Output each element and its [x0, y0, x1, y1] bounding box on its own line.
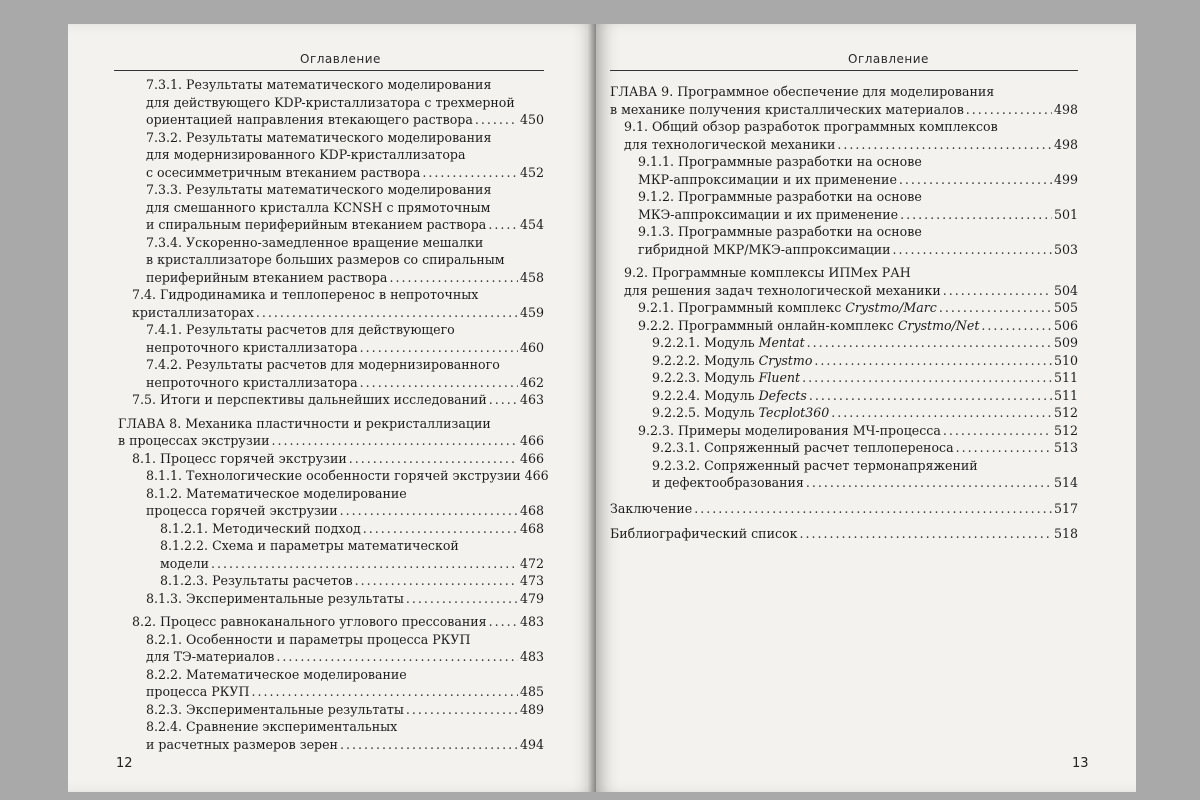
toc-page-number: 450	[519, 112, 544, 127]
toc-entry-last-line	[624, 282, 1078, 300]
toc-entry	[610, 457, 1078, 492]
toc-entry-last-line	[132, 613, 544, 631]
toc-entry	[118, 485, 544, 520]
dot-leader	[256, 304, 518, 322]
toc-page-number: 518	[1053, 526, 1078, 541]
toc-entry	[610, 334, 1078, 352]
toc-entry-text: в процессах экструзии	[118, 433, 270, 448]
toc-entry-title	[652, 334, 805, 352]
toc-entry-line: 7.3.4. Ускоренно-замедленное вращение мешалки	[146, 234, 484, 250]
toc-entry-last-line	[610, 500, 1078, 518]
toc-entry-last-line	[160, 520, 544, 538]
toc-entry-line: 7.3.1. Результаты математического моделирования	[146, 77, 492, 92]
toc-entry-line: 9.1.3. Программные разработки на основе	[638, 224, 922, 239]
toc-entry-text: ориентацией направления втекающего раствора	[146, 112, 473, 127]
toc-entry	[118, 467, 549, 485]
toc-entry-title	[652, 369, 800, 387]
toc-entry-text: МКР-аппроксимации и их применение	[638, 171, 897, 187]
toc-entry-title	[132, 391, 487, 409]
toc-entry-last-line	[146, 648, 544, 666]
toc-entry-text: 8.2. Процесс равноканального углового прессования	[132, 614, 487, 629]
table-of-contents	[118, 76, 549, 753]
toc-entry-last-line	[146, 701, 544, 719]
toc-page-number: 460	[519, 339, 544, 355]
toc-entry-text: и дефектообразования	[652, 475, 804, 490]
toc-entry-last-line	[652, 474, 1078, 492]
toc-entry	[118, 701, 544, 719]
toc-entry-line: ГЛАВА 9. Программное обеспечение для моделирования	[610, 84, 995, 99]
toc-entry-line: 9.2.3.2. Сопряженный расчет термонапряжений	[652, 457, 978, 473]
dot-leader	[802, 369, 1052, 387]
toc-entry-title	[624, 282, 941, 300]
dot-leader	[893, 241, 1052, 259]
toc-entry-text: с осесимметричным втеканием раствора	[146, 164, 421, 180]
toc-entry-last-line	[638, 206, 1078, 224]
toc-entry-text: непроточного кристаллизатора	[146, 339, 358, 355]
toc-entry	[610, 387, 1078, 405]
toc-entry-text: 7.5. Итоги и перспективы дальнейших исследований	[132, 392, 487, 407]
toc-entry-title	[160, 520, 361, 538]
toc-page-number: 466	[524, 468, 549, 483]
toc-chapter-entry	[610, 525, 1078, 543]
dot-leader	[406, 701, 518, 719]
toc-entry-last-line	[132, 391, 544, 409]
toc-entry-last-line	[638, 171, 1078, 189]
toc-entry	[610, 352, 1078, 370]
toc-entry-line: 9.1.2. Программные разработки на основе	[638, 189, 922, 204]
toc-entry-line: 9.1.1. Программные разработки на основе	[638, 154, 922, 169]
toc-entry-title	[146, 467, 521, 485]
toc-entry-last-line	[146, 467, 549, 485]
toc-entry-last-line	[160, 555, 544, 573]
toc-entry-text: 9.2.2.4. Модуль	[652, 387, 759, 403]
toc-entry	[118, 613, 544, 631]
toc-entry-title	[146, 111, 473, 129]
toc-entry	[610, 188, 1078, 223]
toc-entry-title	[146, 502, 338, 520]
toc-entry-italic-name: Crystmo/Net	[897, 317, 980, 333]
toc-entry-line: для модернизированного KDP-кристаллизатора	[146, 147, 466, 162]
toc-entry-last-line	[160, 572, 544, 590]
toc-entry-text: и спиральным периферийным втеканием раствора	[146, 217, 487, 232]
toc-entry-text: 9.2.2.2. Модуль	[652, 352, 759, 368]
dot-leader	[807, 334, 1052, 352]
running-head: Оглавление	[300, 52, 381, 66]
toc-entry-text: 8.1.3. Экспериментальные результаты	[146, 590, 404, 606]
toc-page-number: 483	[519, 649, 544, 664]
toc-page-number: 466	[519, 450, 544, 466]
toc-entry	[610, 404, 1078, 422]
toc-page-number: 498	[1053, 136, 1078, 152]
toc-page-number: 494	[519, 736, 544, 752]
dot-leader	[489, 613, 518, 631]
toc-page-number: 514	[1053, 475, 1078, 490]
toc-entry-last-line	[146, 374, 544, 392]
toc-entry	[118, 181, 544, 234]
toc-entry-last-line	[652, 352, 1078, 370]
toc-entry-title	[610, 500, 692, 518]
toc-entry-line: 7.3.2. Результаты математического моделирования	[146, 129, 492, 145]
toc-page-number: 473	[519, 573, 544, 588]
toc-entry-last-line	[638, 317, 1078, 335]
toc-entry-title	[146, 164, 420, 182]
running-head: Оглавление	[848, 52, 929, 66]
toc-entry-text: 8.1.2.1. Методический подход	[160, 520, 361, 536]
toc-entry-text: в механике получения кристаллических материалов	[610, 101, 964, 117]
dot-leader	[271, 432, 517, 450]
toc-entry-last-line	[132, 304, 544, 322]
toc-entry-text: 8.1.2.3. Результаты расчетов	[160, 573, 353, 588]
toc-entry-last-line	[146, 339, 544, 357]
toc-entry-last-line	[118, 432, 544, 450]
dot-leader	[806, 474, 1052, 492]
toc-entry-text: для ТЭ-материалов	[146, 649, 275, 664]
toc-page-number: 489	[519, 701, 544, 717]
toc-entry-title	[146, 216, 486, 234]
toc-entry	[610, 264, 1078, 299]
toc-entry-last-line	[146, 502, 544, 520]
toc-entry-title	[146, 736, 338, 754]
toc-entry-line: в кристаллизаторе больших размеров со спиральным	[146, 252, 505, 267]
toc-entry-text: 9.2.2. Программный онлайн-комплекс	[638, 317, 898, 333]
toc-page-number: 472	[519, 555, 544, 571]
toc-entry-last-line	[146, 683, 544, 701]
toc-entry-line: 9.2. Программные комплексы ИПМех РАН	[624, 265, 911, 280]
dot-leader	[360, 339, 518, 357]
toc-page-number: 510	[1053, 352, 1078, 368]
toc-entry-title	[638, 317, 979, 335]
toc-entry-last-line	[652, 404, 1078, 422]
toc-entry	[118, 129, 544, 182]
toc-entry-text: модели	[160, 555, 209, 571]
toc-page-number: 483	[519, 614, 544, 629]
toc-entry-line: 8.2.2. Математическое моделирование	[146, 666, 407, 682]
dot-leader	[956, 439, 1052, 457]
toc-entry-title	[118, 432, 269, 450]
toc-entry-title	[146, 701, 404, 719]
header-rule	[114, 70, 544, 71]
dot-leader	[211, 555, 518, 573]
toc-entry-last-line	[146, 164, 544, 182]
toc-page-number: 454	[519, 217, 544, 232]
page-number: 12	[116, 756, 133, 771]
toc-entry-text: 8.1. Процесс горячей экструзии	[132, 450, 347, 466]
toc-entry-text: процесса горячей экструзии	[146, 503, 338, 518]
toc-entry	[118, 391, 544, 409]
toc-page-number: 511	[1053, 387, 1078, 403]
toc-entry-last-line	[146, 736, 544, 754]
dot-leader	[406, 590, 518, 608]
toc-entry	[118, 718, 544, 753]
toc-entry-title	[652, 474, 804, 492]
dot-leader	[422, 164, 518, 182]
toc-entry-text: 9.2.1. Программный комплекс	[638, 300, 846, 315]
toc-entry-text: кристаллизаторах	[132, 304, 254, 320]
toc-entry-last-line	[146, 590, 544, 608]
toc-entry-line: для действующего KDP-кристаллизатора с трехмерной	[146, 94, 515, 110]
dot-leader	[939, 299, 1052, 317]
toc-entry-last-line	[652, 439, 1078, 457]
toc-entry-last-line	[146, 216, 544, 234]
toc-entry-line: ГЛАВА 8. Механика пластичности и рекристаллизации	[118, 415, 491, 431]
toc-chapter-entry	[610, 500, 1078, 518]
toc-entry	[118, 234, 544, 287]
toc-entry-title	[146, 339, 358, 357]
toc-page-number: 509	[1053, 335, 1078, 350]
toc-entry-title	[652, 439, 954, 457]
toc-entry-text: МКЭ-аппроксимации и их применение	[638, 206, 899, 222]
toc-page-number: 517	[1053, 500, 1078, 516]
toc-entry-last-line	[610, 101, 1078, 119]
toc-entry-text: 9.2.3.1. Сопряженный расчет теплопереноса	[652, 440, 954, 455]
toc-entry-title	[146, 683, 250, 701]
dot-leader	[360, 374, 518, 392]
toc-page-number: 463	[519, 392, 544, 407]
toc-entry	[118, 356, 544, 391]
toc-page-number: 512	[1053, 405, 1078, 420]
toc-entry-last-line	[652, 387, 1078, 405]
toc-entry-text: для решения задач технологической механики	[624, 282, 941, 298]
dot-leader	[981, 317, 1052, 335]
toc-page-number: 466	[519, 433, 544, 448]
toc-entry-line: 7.4. Гидродинамика и теплоперенос в непроточных	[132, 287, 479, 302]
toc-entry-title	[146, 269, 387, 287]
toc-chapter-entry	[610, 83, 1078, 118]
toc-entry-title	[652, 387, 807, 405]
toc-entry-text: непроточного кристаллизатора	[146, 374, 358, 390]
toc-entry	[118, 76, 544, 129]
toc-page-number: 504	[1053, 282, 1078, 298]
toc-chapter-entry	[118, 415, 544, 450]
dot-leader	[489, 391, 518, 409]
right-page	[596, 24, 1136, 792]
toc-entry	[118, 666, 544, 701]
toc-entry-title	[610, 101, 964, 119]
toc-entry-title	[638, 206, 898, 224]
toc-page-number: 501	[1053, 206, 1078, 222]
dot-leader	[900, 206, 1052, 224]
toc-entry	[610, 153, 1078, 188]
dot-leader	[355, 572, 518, 590]
toc-entry-text: 9.2.2.1. Модуль	[652, 335, 759, 350]
toc-entry	[118, 321, 544, 356]
toc-entry-line: 8.1.2.2. Схема и параметры математической	[160, 538, 459, 553]
toc-entry	[610, 299, 1078, 317]
toc-entry-last-line	[652, 369, 1078, 387]
dot-leader	[694, 500, 1052, 518]
dot-leader	[389, 269, 518, 287]
toc-entry	[118, 286, 544, 321]
toc-entry	[610, 223, 1078, 258]
toc-entry-title	[146, 648, 274, 666]
toc-entry-title	[146, 590, 404, 608]
toc-entry-line: 8.2.4. Сравнение экспериментальных	[146, 719, 398, 734]
toc-entry-title	[652, 352, 812, 370]
toc-entry-title	[638, 299, 937, 317]
toc-entry-last-line	[652, 334, 1078, 352]
toc-entry	[118, 590, 544, 608]
toc-entry-title	[610, 525, 797, 543]
toc-entry	[118, 631, 544, 666]
page-number: 13	[1072, 756, 1089, 771]
toc-page-number: 512	[1053, 422, 1078, 438]
toc-page-number: 498	[1053, 101, 1078, 117]
toc-entry-text: периферийным втеканием раствора	[146, 269, 388, 285]
toc-entry-title	[624, 136, 835, 154]
toc-page-number: 462	[519, 374, 544, 390]
toc-entry-line: 7.3.3. Результаты математического моделирования	[146, 182, 492, 197]
toc-entry-italic-name: Defects	[758, 387, 807, 403]
dot-leader	[363, 520, 518, 538]
dot-leader	[809, 387, 1052, 405]
toc-entry-text: 9.2.2.3. Модуль	[652, 370, 759, 385]
toc-entry-title	[146, 374, 358, 392]
toc-entry-text: 9.2.3. Примеры моделирования МЧ-процесса	[638, 422, 941, 438]
toc-entry-text: для технологической механики	[624, 136, 836, 152]
toc-entry-last-line	[638, 299, 1078, 317]
dot-leader	[276, 648, 518, 666]
toc-entry	[118, 572, 544, 590]
dot-leader	[814, 352, 1052, 370]
toc-entry-line: 8.1.2. Математическое моделирование	[146, 485, 407, 501]
toc-entry-title	[132, 613, 487, 631]
toc-entry-line: 7.4.2. Результаты расчетов для модернизированного	[146, 357, 500, 372]
toc-entry	[118, 537, 544, 572]
toc-entry-italic-name: Tecplot360	[758, 405, 830, 420]
toc-page-number: 511	[1053, 370, 1078, 385]
toc-entry-text: гибридной МКР/МКЭ-аппроксимации	[638, 241, 891, 257]
toc-page-number: 503	[1053, 241, 1078, 257]
dot-leader	[966, 101, 1052, 119]
dot-leader	[799, 525, 1051, 543]
toc-entry-italic-name: Crystmo/Marc	[845, 300, 937, 315]
toc-page-number: 505	[1053, 300, 1078, 315]
toc-entry-last-line	[638, 422, 1078, 440]
toc-page-number: 468	[519, 503, 544, 518]
toc-entry-text: и расчетных размеров зерен	[146, 736, 338, 752]
toc-entry-title	[160, 555, 209, 573]
left-page	[68, 24, 596, 792]
dot-leader	[831, 404, 1052, 422]
dot-leader	[340, 502, 518, 520]
toc-entry-last-line	[132, 450, 544, 468]
toc-entry-title	[132, 304, 254, 322]
toc-entry-last-line	[610, 525, 1078, 543]
toc-entry-line: 9.1. Общий обзор разработок программных комплексов	[624, 119, 998, 134]
toc-page-number: 506	[1053, 317, 1078, 333]
toc-entry-italic-name: Crystmo	[758, 352, 813, 368]
toc-entry-text: процесса РКУП	[146, 684, 250, 699]
toc-entry-title	[652, 404, 829, 422]
toc-entry-last-line	[624, 136, 1078, 154]
toc-entry-title	[638, 422, 941, 440]
toc-entry-title	[160, 572, 353, 590]
toc-entry-line: для смешанного кристалла KCNSH с прямоточным	[146, 199, 491, 215]
toc-page-number: 479	[519, 590, 544, 606]
table-of-contents	[610, 83, 1078, 543]
toc-entry	[610, 118, 1078, 153]
toc-entry	[118, 450, 544, 468]
toc-entry	[610, 317, 1078, 335]
dot-leader	[475, 111, 518, 129]
toc-entry-text: 9.2.2.5. Модуль	[652, 405, 759, 420]
dot-leader	[349, 450, 518, 468]
toc-entry-line: 8.2.1. Особенности и параметры процесса РКУП	[146, 631, 471, 647]
toc-entry-last-line	[638, 241, 1078, 259]
toc-entry	[610, 439, 1078, 457]
toc-entry-text: 8.2.3. Экспериментальные результаты	[146, 701, 404, 717]
toc-entry-title	[638, 171, 897, 189]
toc-page-number: 485	[519, 684, 544, 699]
dot-leader	[943, 282, 1052, 300]
toc-entry-title	[638, 241, 891, 259]
toc-page-number: 452	[519, 164, 544, 180]
toc-entry-last-line	[146, 269, 544, 287]
toc-entry-italic-name: Fluent	[758, 370, 801, 385]
header-rule	[610, 70, 1078, 71]
toc-entry	[610, 422, 1078, 440]
toc-entry-title	[132, 450, 347, 468]
toc-page-number: 458	[519, 269, 544, 285]
toc-entry-last-line	[146, 111, 544, 129]
dot-leader	[837, 136, 1052, 154]
dot-leader	[899, 171, 1052, 189]
toc-entry	[610, 369, 1078, 387]
toc-entry-text: Заключение	[610, 500, 693, 516]
toc-entry-text: 8.1.1. Технологические особенности горячей экструзии	[146, 468, 521, 483]
toc-entry	[118, 520, 544, 538]
toc-page-number: 499	[1053, 171, 1078, 187]
dot-leader	[340, 736, 518, 754]
toc-entry-italic-name: Mentat	[758, 335, 805, 350]
dot-leader	[252, 683, 518, 701]
toc-page-number: 468	[519, 520, 544, 536]
toc-entry-text: Библиографический список	[610, 526, 798, 541]
toc-page-number: 513	[1053, 440, 1078, 455]
dot-leader	[943, 422, 1052, 440]
toc-page-number: 459	[519, 304, 544, 320]
dot-leader	[488, 216, 518, 234]
toc-entry-line: 7.4.1. Результаты расчетов для действующего	[146, 322, 455, 337]
